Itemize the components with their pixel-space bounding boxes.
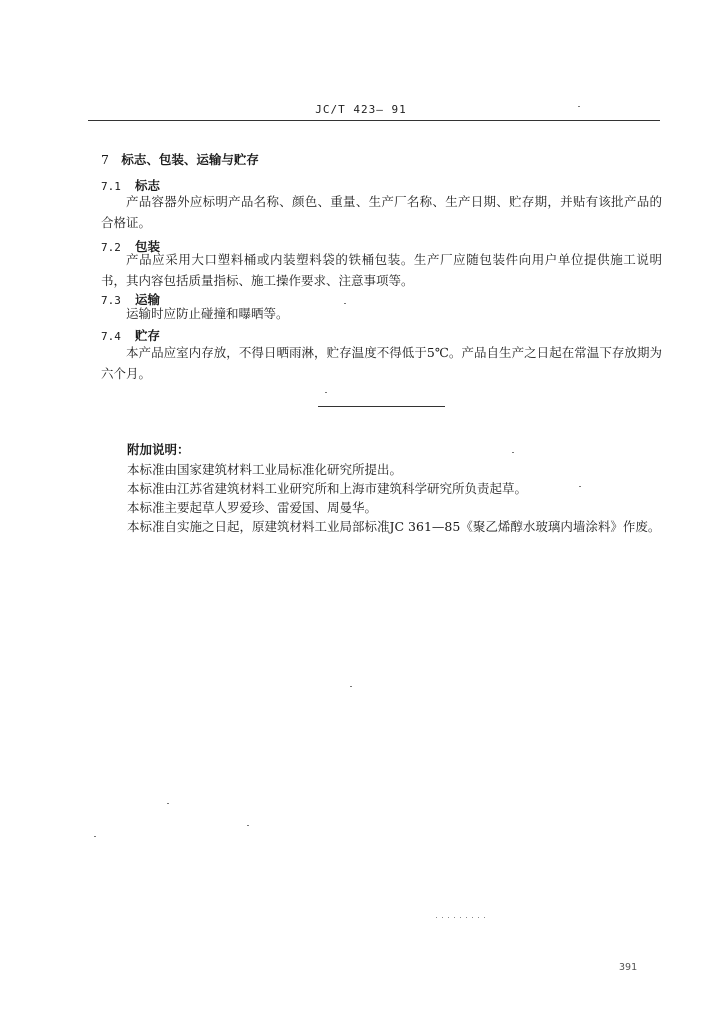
scan-speck xyxy=(512,452,514,453)
note-line: 本标准主要起草人罗爱珍、雷爱国、周曼华。 xyxy=(127,500,378,515)
subsection-7-1-text: 产品容器外应标明产品名称、颜色、重量、生产厂名称、生产日期、贮存期，并贴有该批产品的合格证。 xyxy=(101,194,662,230)
note-line: 本标准由江苏省建筑材料工业研究所和上海市建筑科学研究所负责起草。 xyxy=(127,481,528,496)
subsection-7-3-text: 运输时应防止碰撞和曝晒等。 xyxy=(126,306,289,321)
page-number: 391 xyxy=(619,962,638,973)
subsection-7-2-text: 产品应采用大口塑料桶或内装塑料袋的铁桶包装。生产厂应随包装件向用户单位提供施工说明书，其内容包括质量指标、施工操作要求、注意事项等。 xyxy=(101,252,662,288)
scan-speck xyxy=(344,303,346,304)
scan-speck xyxy=(94,836,96,837)
subsection-number: 7.3 xyxy=(101,294,121,307)
subsection-title: 标志 xyxy=(134,178,160,193)
section-title-text: 标志、包装、运输与贮存 xyxy=(121,152,259,167)
subsection-number: 7.2 xyxy=(101,241,121,254)
note-line: 本标准由国家建筑材料工业局标准化研究所提出。 xyxy=(127,462,403,477)
subsection-number: 7.4 xyxy=(101,330,121,343)
scan-speck xyxy=(247,825,249,826)
scan-speck xyxy=(578,106,580,107)
scan-speck xyxy=(350,686,352,687)
note-line: 本标准自实施之日起，原建筑材料工业局部标准JC 361—85《聚乙烯醇水玻璃内墙涂料》作废。 xyxy=(127,519,661,534)
scan-speck xyxy=(579,486,581,487)
additional-notes-heading: 附加说明： xyxy=(127,442,190,457)
standard-code-header: JC/T 423— 91 xyxy=(315,103,407,116)
scan-speck xyxy=(436,917,488,918)
subsection-title: 运输 xyxy=(134,292,160,307)
section-divider xyxy=(318,406,445,407)
scan-speck xyxy=(325,392,327,393)
section-7-title xyxy=(101,150,259,168)
scan-speck xyxy=(167,803,169,804)
subsection-title: 包装 xyxy=(134,239,160,254)
subsection-7-4-text: 本产品应室内存放，不得日晒雨淋，贮存温度不得低于5℃。产品自生产之日起在常温下存放期为六个月。 xyxy=(101,345,662,381)
section-number: 7 xyxy=(101,152,109,167)
header-rule xyxy=(88,120,660,121)
subsection-title: 贮存 xyxy=(134,328,160,343)
subsection-number: 7.1 xyxy=(101,180,121,193)
